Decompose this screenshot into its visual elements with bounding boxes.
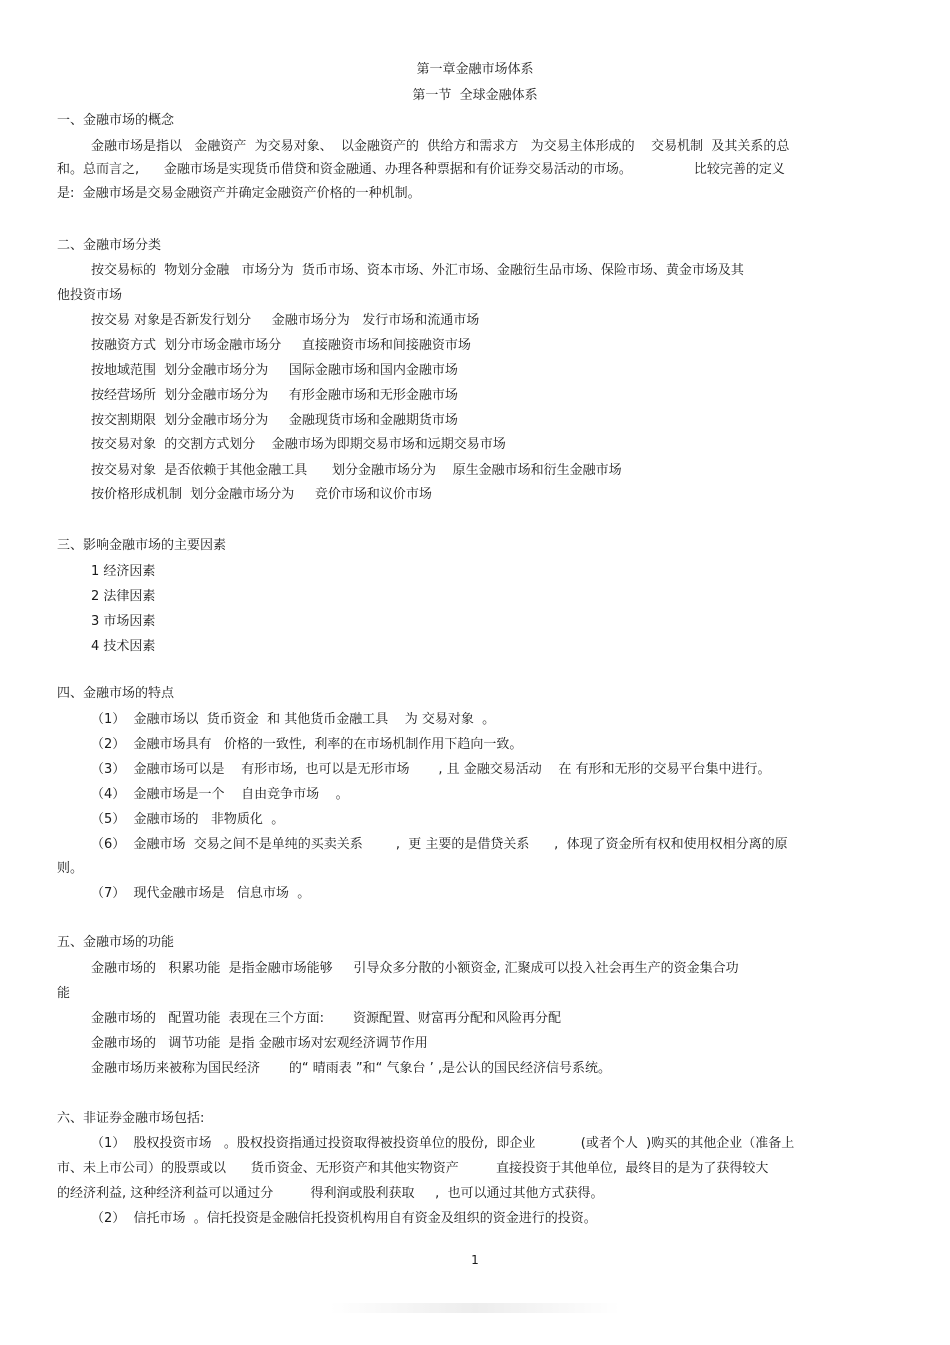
paragraph-line: 和。总而言之, 金融市场是实现货币借贷和资金融通、办理各种票据和有价证券交易活动的市场。 比较完善的定义 — [57, 162, 785, 177]
section-heading-features: 四、金融市场的特点 — [57, 686, 175, 701]
paragraph-line: 金融市场是指以 金融资产 为交易对象、 以金融资产的 供给方和需求方 为交易主体形成的 交易机制 及其关系的总 — [91, 139, 790, 154]
list-item: （1） 金融市场以 货币资金 和 其他货币金融工具 为 交易对象 。 — [91, 712, 496, 727]
page-number: 1 — [471, 1253, 479, 1267]
list-item: （5） 金融市场的 非物质化 。 — [91, 812, 285, 827]
list-item: 则。 — [57, 861, 84, 876]
paragraph-line: 能 — [57, 986, 71, 1001]
list-item: 按融资方式 划分市场金融市场分 直接融资市场和间接融资市场 — [91, 338, 471, 353]
section-heading-classification: 二、金融市场分类 — [57, 238, 162, 253]
paragraph-line: 金融市场的 配置功能 表现在三个方面: 资源配置、财富再分配和风险再分配 — [91, 1011, 561, 1026]
list-item: 按交易标的 物划分金融 市场分为 货币市场、资本市场、外汇市场、金融衍生品市场、保险市场、黄金市场及其 — [91, 263, 744, 278]
list-item: 3 市场因素 — [91, 614, 156, 629]
list-item: 按交易对象 是否依赖于其他金融工具 划分金融市场分为 原生金融市场和衍生金融市场 — [91, 463, 622, 478]
paragraph-line: 金融市场历来被称为国民经济 的“ 晴雨表 ”和“ 气象台 ’ ,是公认的国民经济信号系统。 — [91, 1061, 612, 1076]
list-item: （7） 现代金融市场是 信息市场 。 — [91, 886, 311, 901]
list-item: 按经营场所 划分金融市场分为 有形金融市场和无形金融市场 — [91, 388, 458, 403]
paragraph-line: 的经济利益, 这种经济利益可以通过分 得利润或股利获取 , 也可以通过其他方式获得。 — [57, 1186, 604, 1201]
list-item: 按地域范围 划分金融市场分为 国际金融市场和国内金融市场 — [91, 363, 458, 378]
list-item: 按交割期限 划分金融市场分为 金融现货市场和金融期货市场 — [91, 413, 458, 428]
list-item: 2 法律因素 — [91, 589, 156, 604]
list-item: 按价格形成机制 划分金融市场分为 竞价市场和议价市场 — [91, 487, 432, 502]
paragraph-line: 金融市场的 积累功能 是指金融市场能够 引导众多分散的小额资金, 汇聚成可以投入社会再生产的资金集合功 — [91, 961, 739, 976]
paragraph-line: 金融市场的 调节功能 是指 金融市场对宏观经济调节作用 — [91, 1036, 428, 1051]
paragraph-line: 是: 金融市场是交易金融资产并确定金融资产价格的一种机制。 — [57, 186, 421, 201]
section-heading-concept: 一、金融市场的概念 — [57, 113, 175, 128]
list-item: 4 技术因素 — [91, 639, 156, 654]
list-item: 1 经济因素 — [91, 564, 156, 579]
paragraph-line: （2） 信托市场 。信托投资是金融信托投资机构用自有资金及组织的资金进行的投资。 — [91, 1211, 597, 1226]
watermark-strip — [330, 1303, 620, 1313]
paragraph-line: （1） 股权投资市场 。股权投资指通过投资取得被投资单位的股份, 即企业 (或者个人 )购买的其他企业（准备上 — [91, 1136, 795, 1151]
list-item: 按交易对象 的交割方式划分 金融市场为即期交易市场和远期交易市场 — [91, 437, 506, 452]
list-item: （2） 金融市场具有 价格的一致性, 利率的在市场机制作用下趋向一致。 — [91, 737, 523, 752]
section-heading-functions: 五、金融市场的功能 — [57, 935, 175, 950]
section-title: 第一节 全球金融体系 — [412, 88, 538, 103]
section-heading-factors: 三、影响金融市场的主要因素 — [57, 538, 227, 553]
list-item: 按交易 对象是否新发行划分 金融市场分为 发行市场和流通市场 — [91, 313, 480, 328]
list-item: （3） 金融市场可以是 有形市场, 也可以是无形市场 , 且 金融交易活动 在 有形和无形的交易平台集中进行。 — [91, 762, 771, 777]
paragraph-line: 市、未上市公司）的股票或以 货币资金、无形资产和其他实物资产 直接投资于其他单位, 最终目的是为了获得较大 — [57, 1161, 769, 1176]
section-heading-non-securities: 六、非证券金融市场包括: — [57, 1111, 205, 1126]
list-item: （6） 金融市场 交易之间不是单纯的买卖关系 , 更 主要的是借贷关系 , 体现了资金所有权和使用权相分离的原 — [91, 837, 788, 852]
list-item: 他投资市场 — [57, 288, 123, 303]
chapter-title: 第一章金融市场体系 — [416, 62, 534, 77]
list-item: （4） 金融市场是一个 自由竞争市场 。 — [91, 787, 349, 802]
